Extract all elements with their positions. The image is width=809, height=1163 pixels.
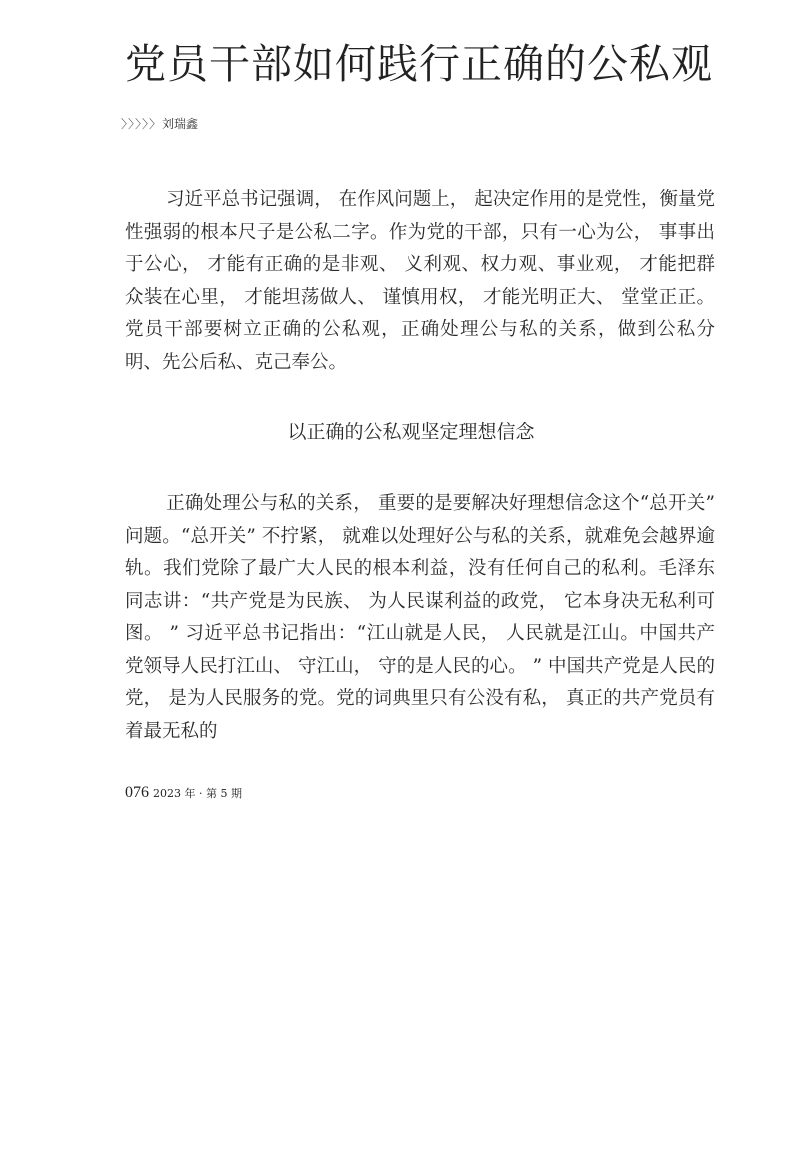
author-name: 刘瑞鑫 (162, 117, 199, 131)
issue-info: 2023 年 · 第 5 期 (153, 787, 242, 800)
paragraph-2-text: 正确处理公与私的关系， 重要的是要解决好理想信念这个“总开关” 问题。“总开关” 不拧紧， 就难以处理好公与私的关系，就难免会越界逾轨。我们党除了最广大人民的根本利益，没有任何自己的私利。毛泽东同志讲：“共产党是为民族、 为人民谋利益的政党， 它本身决无私利可图。 ” 习近平总书记指出：“江山就是人民， 人民就是江山。中国共产党领导人民打江山、 守江山， 守的是人民的心。 ” 中国共产党是人民的党， 是为人民服务的党。党的词典里只有公没有私， 真正的共产党员有着最无私的 (125, 493, 715, 742)
page-number: 076 (125, 784, 149, 801)
article-title: 党员干部如何践行正确的公私观 (125, 40, 713, 88)
paragraph-1 (125, 184, 715, 379)
paragraph-1-text: 习近平总书记强调， 在作风问题上， 起决定作用的是党性，衡量党性强弱的根本尺子是公私二字。作为党的干部，只有一心为公， 事事出于公心， 才能有正确的是非观、 义利观、权力观、事业观， 才能把群众装在心里， 才能坦荡做人、 谨慎用权， 才能光明正大、 堂堂正正。党员干部要树立正确的公私观，正确处理公与私的关系，做到公私分明、先公后私、克己奉公。 (125, 189, 715, 373)
byline (121, 115, 198, 133)
page-footer (125, 782, 242, 802)
section-heading: 以正确的公私观坚定理想信念 (287, 421, 535, 443)
paragraph-2 (125, 488, 715, 748)
byline-marks: 〉〉〉〉〉 (121, 117, 163, 131)
